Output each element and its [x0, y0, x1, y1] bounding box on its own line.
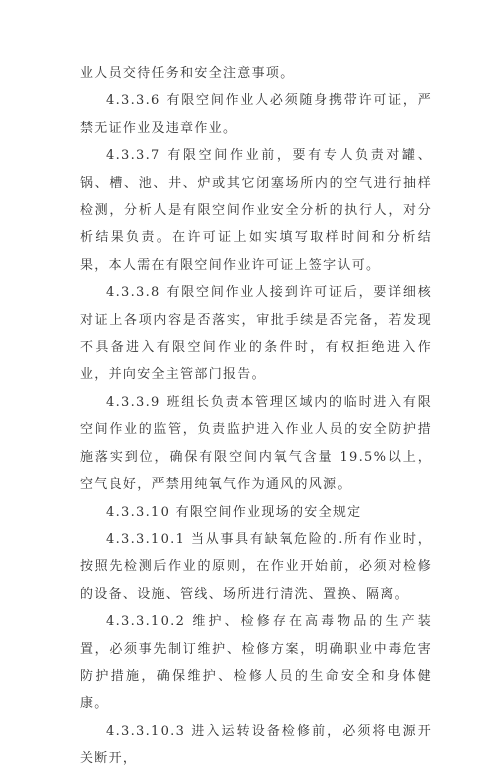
section-heading-4-3-3-10: 4.3.3.10 有限空间作业现场的安全规定 — [106, 504, 362, 520]
document-body — [80, 60, 432, 773]
paragraph-4-3-3-10-2: 4.3.3.10.2 维护、检修存在高毒物品的生产装置，必须事先制订维护、检修方案，明确职业中毒危害防护措施，确保维护、检修人员的生命安全和身体健康。 — [80, 614, 432, 712]
paragraph-4-3-3-7: 4.3.3.7 有限空间作业前，要有专人负责对罐、锅、槽、池、井、炉或其它闭塞场所内的空气进行抽样检测，分析人是有限空间作业安全分析的执行人，对分析结果负责。在许可证上如实填写取样时间和分析结果，本人需在有限空间作业许可证上签字认可。 — [80, 148, 432, 273]
paragraph-continuation: 业人员交待任务和安全注意事项。 — [80, 66, 295, 81]
paragraph-4-3-3-10-1: 4.3.3.10.1 当从事具有缺氧危险的.所有作业时，按照先检测后作业的原则，在作业开始前，必须对检修的设备、设施、管线、场所进行清洗、置换、隔离。 — [80, 531, 432, 602]
paragraph-4-3-3-6: 4.3.3.6 有限空间作业人必须随身携带许可证，严禁无证作业及违章作业。 — [80, 93, 432, 136]
paragraph-4-3-3-8: 4.3.3.8 有限空间作业人接到许可证后，要详细核对证上各项内容是否落实，审批手续是否完备，若发现不具备进入有限空间作业的条件时，有权拒绝进入作业，并向安全主管部门报告。 — [80, 285, 432, 383]
paragraph-4-3-3-10-3: 4.3.3.10.3 进入运转设备检修前，必须将电源开关断开， — [80, 723, 432, 767]
paragraph-4-3-3-9: 4.3.3.9 班组长负责本管理区域内的临时进入有限空间作业的监管，负责监护进入作业人员的安全防护措施落实到位，确保有限空间内氧气含量 19.5%以上，空气良好，严禁用纯氧气作为通风的风源。 — [80, 394, 432, 493]
